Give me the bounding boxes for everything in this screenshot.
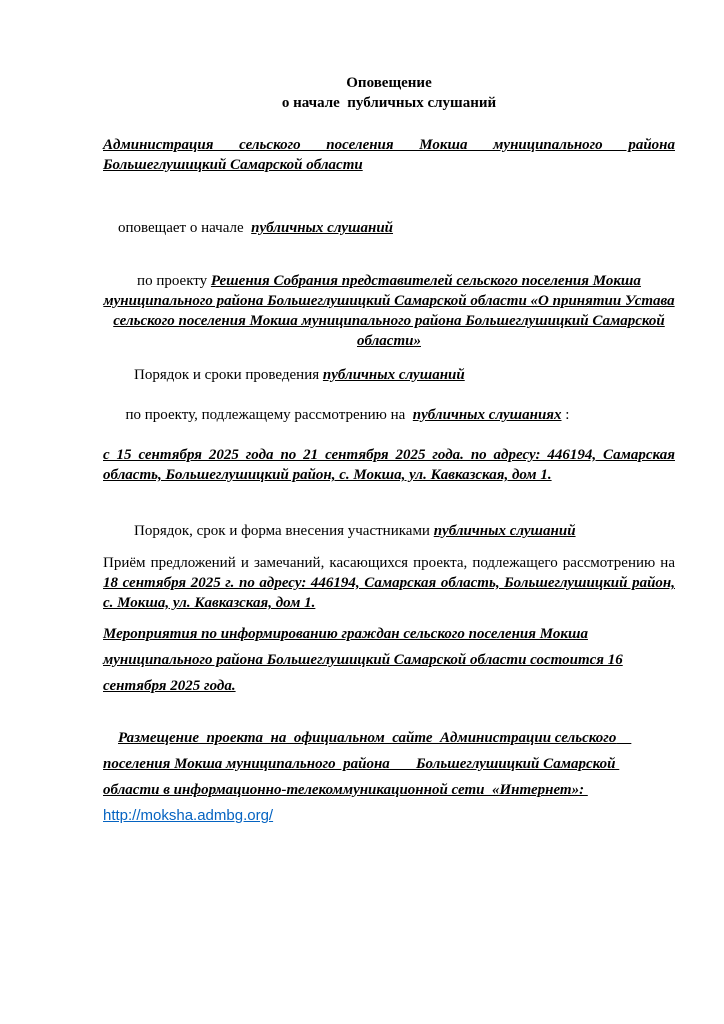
order-section [103, 365, 675, 485]
subtitle-line: о начале публичных слушаний [281, 95, 497, 111]
events-text: Мероприятия по информированию граждан сельского поселения Мокша муниципального района Большеглушицкий Самарской области состоится 16 сентября 2025 года. [103, 626, 623, 694]
organization-paragraph [103, 135, 675, 175]
order-subline [103, 385, 675, 445]
order-subline-suffix: : [561, 407, 570, 423]
announce-emphasis: публичных слушаний [251, 220, 394, 236]
form-heading [103, 521, 675, 541]
project-paragraph [103, 271, 675, 351]
order-heading [103, 365, 675, 385]
title-line: Оповещение [346, 75, 432, 91]
order-subline-prefix: по проекту, подлежащему рассмотрению на [125, 407, 413, 423]
announce-paragraph [103, 198, 675, 258]
project-title: Решения Собрания представителей сельского поселения Мокша муниципального района Большеглушицкий Самарской области «О принятии Устава сельского поселения Мокша муниципального района Большеглушицкий Самарской области» [103, 273, 675, 349]
form-heading-prefix: Порядок, срок и форма внесения участниками [134, 523, 434, 539]
order-details [103, 445, 675, 485]
announce-prefix: оповещает о начале [118, 220, 252, 236]
placement-text: Размещение проекта на официальном сайте Администрации сельского поселения Мокша муниципального района Большеглушицкий Самарской области в информационно-телекоммуникационной сети «Интернет»: [103, 730, 632, 798]
form-heading-emphasis: публичных слушаний [433, 523, 576, 539]
submission-emphasis: 18 сентября 2025 г. по адресу: 446194, Самарская область, Большеглушицкий район, с. Мокша, ул. Кавказская, дом 1. [103, 575, 675, 611]
order-heading-emphasis: публичных слушаний [322, 367, 465, 383]
organization-name: Администрация сельского поселения Мокша муниципального района Большеглушицкий Самарской области [103, 137, 675, 173]
submission-paragraph [103, 553, 675, 613]
project-prefix: по проекту [137, 273, 211, 289]
events-paragraph [103, 621, 675, 699]
site-link[interactable]: http://moksha.admbg.org/ [103, 807, 274, 824]
submission-prefix: Приём предложений и замечаний, касающихся проекта, подлежащего рассмотрению на [103, 555, 675, 571]
order-heading-prefix: Порядок и сроки проведения [134, 367, 323, 383]
order-details-text: с 15 сентября 2025 года по 21 сентября 2025 года. по адресу: 446194, Самарская область, Большеглушицкий район, с. Мокша, ул. Кавказская, дом 1. [103, 447, 675, 483]
placement-paragraph [103, 699, 675, 855]
order-subline-emphasis: публичных слушаниях [412, 407, 562, 423]
page-title [103, 73, 675, 113]
